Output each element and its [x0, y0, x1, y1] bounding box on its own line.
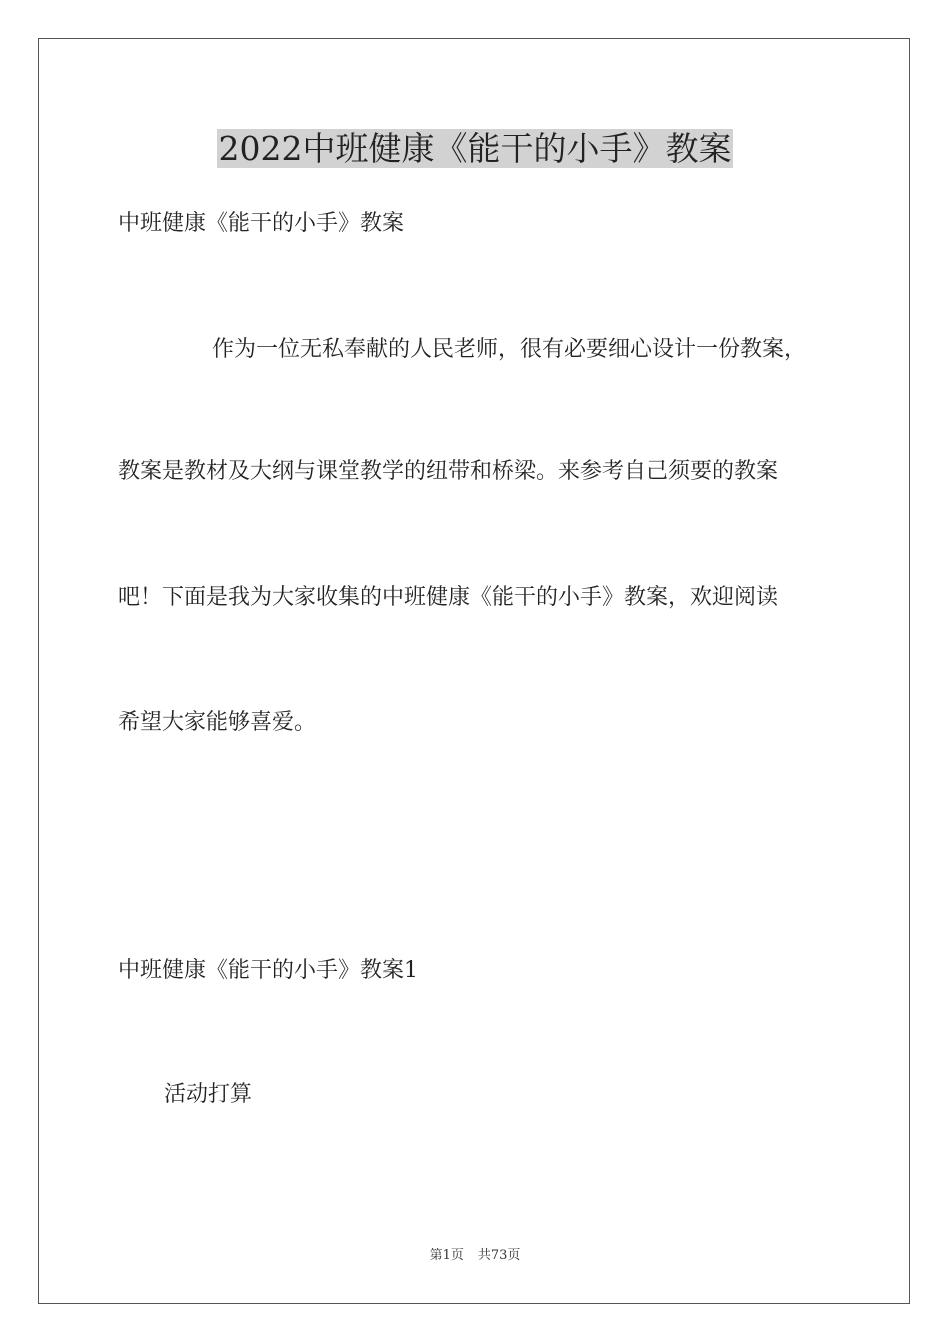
document-subtitle: 中班健康《能干的小手》教案	[118, 211, 405, 236]
document-title	[0, 126, 950, 172]
subsection-heading: 活动打算	[164, 1082, 253, 1107]
document-title-text: 2022中班健康《能干的小手》教案	[218, 129, 732, 168]
intro-line-1: 作为一位无私奉献的人民老师，很有必要细心设计一份教案，	[212, 337, 807, 362]
intro-line-4: 希望大家能够喜爱。	[118, 710, 317, 735]
intro-line-3: 吧！下面是我为大家收集的中班健康《能干的小手》教案，欢迎阅读	[118, 585, 779, 610]
page-footer	[0, 1247, 950, 1265]
page-number: 第1页	[429, 1248, 464, 1263]
section-heading: 中班健康《能干的小手》教案1	[118, 958, 418, 983]
intro-line-2: 教案是教材及大纲与课堂教学的纽带和桥梁。来参考自己须要的教案	[118, 459, 779, 484]
page-total: 共73页	[477, 1248, 521, 1263]
